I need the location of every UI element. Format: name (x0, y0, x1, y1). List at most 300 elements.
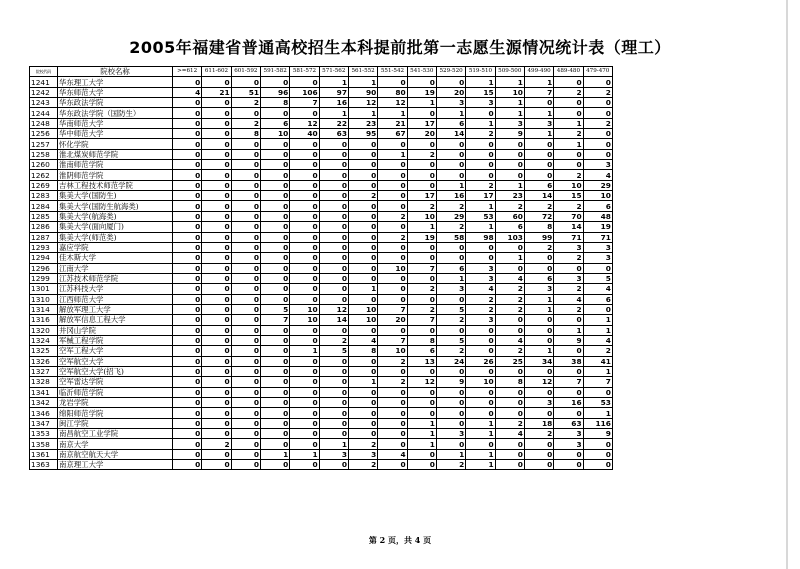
count-cell: 0 (378, 460, 407, 470)
table-body (30, 77, 613, 470)
count-cell: 0 (495, 263, 524, 273)
count-cell: 0 (495, 170, 524, 180)
count-cell: 0 (495, 387, 524, 397)
count-cell: 0 (348, 429, 377, 439)
count-cell: 0 (583, 460, 612, 470)
count-cell: 0 (436, 418, 465, 428)
count-cell: 3 (524, 118, 553, 128)
count-cell: 0 (466, 325, 495, 335)
table-row (30, 398, 613, 408)
count-cell: 1 (290, 449, 319, 459)
count-cell: 19 (407, 232, 436, 242)
count-cell: 0 (319, 377, 348, 387)
count-cell: 0 (407, 180, 436, 190)
count-cell: 53 (583, 398, 612, 408)
count-cell: 0 (173, 201, 202, 211)
count-cell: 1 (495, 253, 524, 263)
count-cell: 0 (495, 139, 524, 149)
count-cell: 1 (436, 273, 465, 283)
count-cell: 0 (407, 170, 436, 180)
school-code: 1358 (30, 439, 58, 449)
table-row (30, 325, 613, 335)
count-cell: 0 (378, 222, 407, 232)
table-row (30, 87, 613, 97)
count-cell: 6 (583, 294, 612, 304)
table-row (30, 377, 613, 387)
count-cell: 13 (407, 356, 436, 366)
page-footer: 第 2 页，共 4 页 (368, 535, 432, 545)
count-cell: 5 (583, 273, 612, 283)
count-cell: 0 (260, 356, 289, 366)
count-cell: 1 (319, 439, 348, 449)
count-cell: 0 (290, 284, 319, 294)
count-cell: 0 (378, 139, 407, 149)
count-cell: 0 (495, 408, 524, 418)
count-cell: 0 (290, 439, 319, 449)
count-cell: 0 (202, 284, 231, 294)
count-cell: 0 (466, 366, 495, 376)
count-cell: 0 (524, 335, 553, 345)
header-range: 541-530 (407, 67, 436, 77)
count-cell: 0 (202, 242, 231, 252)
count-cell: 0 (290, 418, 319, 428)
count-cell: 14 (554, 222, 583, 232)
school-code: 1326 (30, 356, 58, 366)
table-row (30, 263, 613, 273)
count-cell: 2 (378, 377, 407, 387)
count-cell: 0 (319, 387, 348, 397)
count-cell: 0 (348, 263, 377, 273)
count-cell: 12 (378, 98, 407, 108)
count-cell: 0 (231, 294, 260, 304)
count-cell: 0 (407, 408, 436, 418)
count-cell: 0 (260, 201, 289, 211)
count-cell: 0 (319, 180, 348, 190)
count-cell: 0 (173, 294, 202, 304)
count-cell: 0 (583, 129, 612, 139)
count-cell: 0 (319, 366, 348, 376)
count-cell: 0 (495, 325, 524, 335)
count-cell: 0 (407, 325, 436, 335)
count-cell: 0 (583, 304, 612, 314)
count-cell: 2 (466, 294, 495, 304)
count-cell: 0 (378, 366, 407, 376)
count-cell: 1 (524, 346, 553, 356)
count-cell: 0 (407, 294, 436, 304)
count-cell: 1 (407, 98, 436, 108)
count-cell: 0 (319, 222, 348, 232)
count-cell: 0 (495, 398, 524, 408)
count-cell: 6 (583, 201, 612, 211)
table-row (30, 222, 613, 232)
count-cell: 0 (290, 325, 319, 335)
table-row (30, 356, 613, 366)
count-cell: 0 (290, 335, 319, 345)
table-row (30, 129, 613, 139)
count-cell: 0 (583, 108, 612, 118)
count-cell: 0 (173, 429, 202, 439)
count-cell: 0 (260, 232, 289, 242)
count-cell: 0 (290, 108, 319, 118)
count-cell: 10 (290, 315, 319, 325)
count-cell: 0 (466, 398, 495, 408)
school-code: 1299 (30, 273, 58, 283)
count-cell: 7 (524, 87, 553, 97)
count-cell: 2 (495, 418, 524, 428)
school-code: 1262 (30, 170, 58, 180)
count-cell: 0 (260, 273, 289, 283)
count-cell: 0 (436, 253, 465, 263)
school-name: 嘉应学院 (58, 242, 173, 252)
header-range: 581-572 (290, 67, 319, 77)
count-cell: 103 (495, 232, 524, 242)
count-cell: 2 (407, 284, 436, 294)
count-cell: 6 (495, 222, 524, 232)
count-cell: 0 (554, 315, 583, 325)
count-cell: 5 (436, 304, 465, 314)
school-code: 1342 (30, 398, 58, 408)
count-cell: 0 (231, 149, 260, 159)
count-cell: 1 (524, 294, 553, 304)
count-cell: 1 (524, 108, 553, 118)
count-cell: 0 (290, 377, 319, 387)
count-cell: 0 (231, 429, 260, 439)
count-cell: 1 (466, 77, 495, 87)
count-cell: 3 (436, 98, 465, 108)
count-cell: 0 (348, 180, 377, 190)
count-cell: 0 (319, 356, 348, 366)
table-row (30, 429, 613, 439)
count-cell: 1 (378, 149, 407, 159)
count-cell: 3 (466, 98, 495, 108)
count-cell: 2 (436, 201, 465, 211)
count-cell: 0 (583, 263, 612, 273)
count-cell: 1 (260, 449, 289, 459)
school-name: 华东理工大学 (58, 77, 173, 87)
count-cell: 12 (319, 304, 348, 314)
count-cell: 0 (466, 170, 495, 180)
count-cell: 0 (583, 139, 612, 149)
count-cell: 24 (436, 356, 465, 366)
school-name: 江西师范大学 (58, 294, 173, 304)
count-cell: 0 (260, 211, 289, 221)
table-row (30, 346, 613, 356)
table-row (30, 284, 613, 294)
count-cell: 0 (554, 460, 583, 470)
count-cell: 0 (524, 387, 553, 397)
count-cell: 2 (495, 304, 524, 314)
count-cell: 2 (319, 335, 348, 345)
count-cell: 6 (524, 273, 553, 283)
count-cell: 6 (436, 118, 465, 128)
count-cell: 0 (348, 294, 377, 304)
count-cell: 0 (202, 139, 231, 149)
count-cell: 0 (554, 408, 583, 418)
count-cell: 1 (407, 439, 436, 449)
count-cell: 0 (202, 77, 231, 87)
count-cell: 0 (260, 377, 289, 387)
count-cell: 0 (290, 201, 319, 211)
count-cell: 0 (202, 366, 231, 376)
count-cell: 0 (202, 170, 231, 180)
count-cell: 2 (524, 429, 553, 439)
count-cell: 0 (436, 139, 465, 149)
count-cell: 0 (524, 408, 553, 418)
count-cell: 99 (524, 232, 553, 242)
header-range: 489-480 (554, 67, 583, 77)
count-cell: 0 (554, 98, 583, 108)
count-cell: 0 (348, 325, 377, 335)
count-cell: 21 (378, 118, 407, 128)
count-cell: 0 (348, 398, 377, 408)
count-cell: 1 (583, 315, 612, 325)
count-cell: 0 (202, 346, 231, 356)
table-row (30, 118, 613, 128)
count-cell: 0 (260, 180, 289, 190)
count-cell: 0 (319, 408, 348, 418)
count-cell: 0 (378, 160, 407, 170)
header-range: 571-562 (319, 67, 348, 77)
table-row (30, 108, 613, 118)
count-cell: 16 (554, 398, 583, 408)
count-cell: 10 (260, 129, 289, 139)
count-cell: 0 (378, 201, 407, 211)
count-cell: 0 (290, 77, 319, 87)
count-cell: 0 (173, 129, 202, 139)
count-cell: 5 (260, 304, 289, 314)
count-cell: 0 (348, 366, 377, 376)
count-cell: 58 (436, 232, 465, 242)
count-cell: 90 (348, 87, 377, 97)
count-cell: 0 (202, 398, 231, 408)
count-cell: 0 (202, 191, 231, 201)
school-code: 1363 (30, 460, 58, 470)
count-cell: 0 (554, 366, 583, 376)
count-cell: 4 (495, 429, 524, 439)
count-cell: 0 (202, 418, 231, 428)
count-cell: 0 (202, 180, 231, 190)
header-range: 611-602 (202, 67, 231, 77)
school-code: 1260 (30, 160, 58, 170)
count-cell: 0 (231, 77, 260, 87)
count-cell: 1 (554, 139, 583, 149)
count-cell: 0 (173, 315, 202, 325)
count-cell: 0 (260, 77, 289, 87)
count-cell: 0 (231, 366, 260, 376)
count-cell: 63 (319, 129, 348, 139)
count-cell: 0 (466, 160, 495, 170)
school-name: 佳木斯大学 (58, 253, 173, 263)
count-cell: 0 (583, 439, 612, 449)
count-cell: 0 (554, 263, 583, 273)
count-cell: 2 (554, 129, 583, 139)
count-cell: 0 (319, 429, 348, 439)
count-cell: 0 (524, 325, 553, 335)
count-cell: 0 (260, 429, 289, 439)
count-cell: 10 (407, 211, 436, 221)
count-cell: 0 (260, 242, 289, 252)
count-cell: 0 (290, 356, 319, 366)
count-cell: 0 (407, 77, 436, 87)
header-range: 529-520 (436, 67, 465, 77)
count-cell: 14 (319, 315, 348, 325)
count-cell: 2 (554, 201, 583, 211)
count-cell: 12 (407, 377, 436, 387)
school-code: 1243 (30, 98, 58, 108)
table-row (30, 387, 613, 397)
count-cell: 0 (260, 191, 289, 201)
count-cell: 0 (231, 108, 260, 118)
count-cell: 97 (319, 87, 348, 97)
school-name: 南昌航空工业学院 (58, 429, 173, 439)
count-cell: 98 (466, 232, 495, 242)
count-cell: 1 (583, 408, 612, 418)
count-cell: 0 (348, 408, 377, 418)
table-row (30, 160, 613, 170)
count-cell: 106 (290, 87, 319, 97)
count-cell: 4 (495, 335, 524, 345)
count-cell: 22 (319, 118, 348, 128)
count-cell: 9 (583, 429, 612, 439)
count-cell: 0 (407, 449, 436, 459)
count-cell: 0 (378, 439, 407, 449)
count-cell: 1 (524, 304, 553, 314)
table-row (30, 460, 613, 470)
header-row (30, 67, 613, 77)
count-cell: 2 (466, 180, 495, 190)
school-name: 解放军信息工程大学 (58, 315, 173, 325)
count-cell: 0 (173, 439, 202, 449)
count-cell: 0 (524, 98, 553, 108)
count-cell: 0 (290, 398, 319, 408)
count-cell: 4 (495, 273, 524, 283)
count-cell: 1 (436, 180, 465, 190)
school-name: 怀化学院 (58, 139, 173, 149)
count-cell: 60 (495, 211, 524, 221)
count-cell: 1 (495, 108, 524, 118)
count-cell: 0 (524, 439, 553, 449)
count-cell: 2 (554, 284, 583, 294)
count-cell: 0 (231, 191, 260, 201)
count-cell: 0 (231, 460, 260, 470)
count-cell: 95 (348, 129, 377, 139)
count-cell: 0 (202, 253, 231, 263)
count-cell: 12 (524, 377, 553, 387)
count-cell: 0 (260, 108, 289, 118)
count-cell: 0 (319, 460, 348, 470)
count-cell: 2 (554, 304, 583, 314)
count-cell: 0 (290, 242, 319, 252)
count-cell: 0 (290, 149, 319, 159)
count-cell: 0 (554, 77, 583, 87)
count-cell: 0 (173, 160, 202, 170)
count-cell: 2 (231, 98, 260, 108)
count-cell: 3 (583, 253, 612, 263)
count-cell: 0 (348, 222, 377, 232)
count-cell: 0 (319, 263, 348, 273)
count-cell: 0 (348, 232, 377, 242)
count-cell: 0 (173, 242, 202, 252)
school-code: 1294 (30, 253, 58, 263)
count-cell: 0 (319, 139, 348, 149)
count-cell: 1 (319, 77, 348, 87)
count-cell: 0 (466, 253, 495, 263)
count-cell: 0 (378, 294, 407, 304)
count-cell: 0 (202, 211, 231, 221)
count-cell: 0 (173, 346, 202, 356)
count-cell: 0 (202, 356, 231, 366)
count-cell: 0 (290, 222, 319, 232)
count-cell: 2 (348, 460, 377, 470)
count-cell: 10 (378, 263, 407, 273)
count-cell: 0 (466, 408, 495, 418)
count-cell: 0 (407, 273, 436, 283)
count-cell: 0 (231, 325, 260, 335)
count-cell: 0 (378, 170, 407, 180)
count-cell: 0 (348, 418, 377, 428)
count-cell: 0 (495, 149, 524, 159)
count-cell: 10 (466, 377, 495, 387)
count-cell: 0 (348, 356, 377, 366)
count-cell: 1 (290, 346, 319, 356)
school-code: 1241 (30, 77, 58, 87)
count-cell: 0 (202, 263, 231, 273)
count-cell: 0 (583, 449, 612, 459)
count-cell: 0 (319, 418, 348, 428)
count-cell: 10 (348, 315, 377, 325)
school-code: 1296 (30, 263, 58, 273)
count-cell: 3 (554, 439, 583, 449)
count-cell: 15 (554, 191, 583, 201)
count-cell: 0 (260, 149, 289, 159)
header-name: 院校名称 (58, 67, 173, 77)
count-cell: 0 (319, 191, 348, 201)
count-cell: 1 (524, 77, 553, 87)
count-cell: 9 (495, 129, 524, 139)
count-cell: 0 (260, 335, 289, 345)
count-cell: 2 (495, 201, 524, 211)
school-code: 1346 (30, 408, 58, 418)
school-name: 临沂师范学院 (58, 387, 173, 397)
school-code: 1283 (30, 191, 58, 201)
count-cell: 0 (202, 149, 231, 159)
count-cell: 0 (231, 449, 260, 459)
count-cell: 0 (290, 191, 319, 201)
table-row (30, 211, 613, 221)
count-cell: 63 (554, 418, 583, 428)
count-cell: 0 (554, 387, 583, 397)
count-cell: 17 (407, 118, 436, 128)
count-cell: 2 (495, 284, 524, 294)
count-cell: 0 (173, 273, 202, 283)
count-cell: 3 (466, 263, 495, 273)
count-cell: 10 (348, 304, 377, 314)
count-cell: 0 (260, 439, 289, 449)
count-cell: 40 (290, 129, 319, 139)
school-code: 1324 (30, 335, 58, 345)
count-cell: 0 (407, 160, 436, 170)
count-cell: 3 (554, 429, 583, 439)
count-cell: 2 (407, 304, 436, 314)
count-cell: 0 (173, 460, 202, 470)
count-cell: 20 (436, 87, 465, 97)
count-cell: 0 (173, 253, 202, 263)
count-cell: 0 (173, 335, 202, 345)
school-name: 南京航空航天大学 (58, 449, 173, 459)
count-cell: 48 (583, 211, 612, 221)
count-cell: 0 (260, 139, 289, 149)
count-cell: 0 (554, 160, 583, 170)
